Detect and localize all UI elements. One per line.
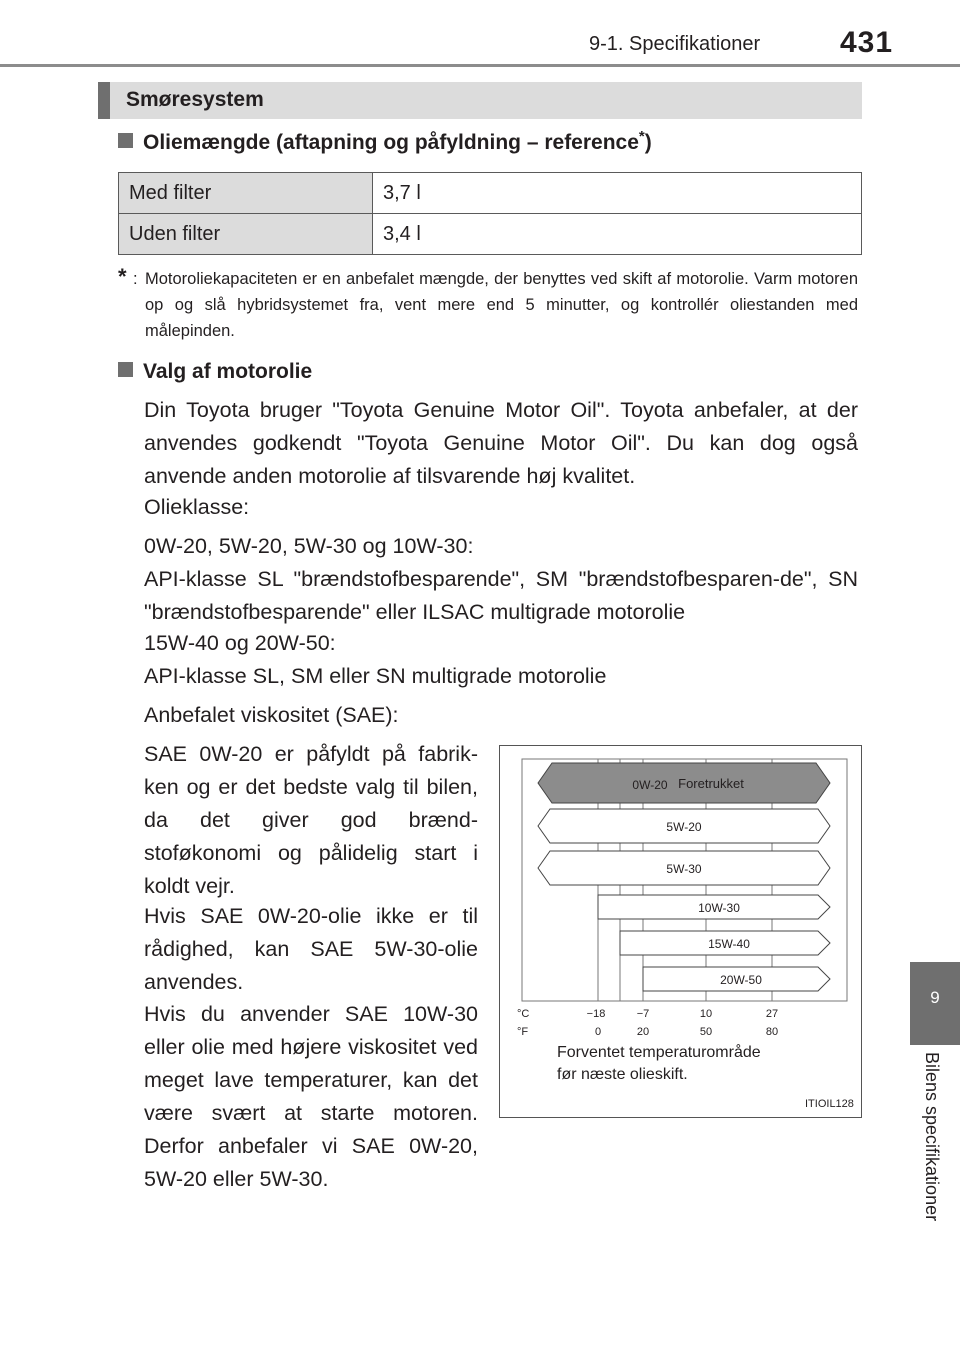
table-row (119, 173, 862, 214)
chart-caption (557, 1042, 761, 1086)
oil-capacity-heading (118, 128, 652, 155)
header-rule (0, 64, 960, 67)
illustration-code: ITIOIL128 (805, 1098, 854, 1110)
table-cell-label: Med filter (119, 173, 373, 214)
table-cell-label: Uden filter (119, 214, 373, 255)
tick-label-f: 50 (699, 1026, 713, 1038)
chapter-tab-number: 9 (930, 988, 940, 1007)
chart-caption-line: Forventet temperaturområde (557, 1044, 761, 1061)
chapter-title: 9-1. Specifikationer (589, 33, 761, 55)
tick-label-c: −18 (586, 1008, 606, 1020)
bar-label-preferred: Foretrukket (678, 776, 744, 791)
chart-caption-line: før næste olieskift. (557, 1066, 688, 1083)
group1-spec: API-klasse SL "brændstofbesparende", SM "brændstofbesparen-de", SN "brændstofbesparende" eller ILSAC multigrade motorolie (144, 567, 858, 624)
footnote-asterisk: * (118, 264, 127, 289)
viscosity-para-3: Hvis du anvender SAE 10W-30 eller olie med højere viskositet ved meget lave temperaturer, kan det være svært at starte motoren. Derfor anbefaler vi SAE 0W-20, 5W-20 eller 5W-30. (144, 1002, 478, 1191)
bar-label-0w-20: 0W-20 (632, 778, 668, 792)
viscosity-label: Anbefalet viskositet (SAE): (144, 703, 399, 727)
viscosity-para-2: Hvis SAE 0W-20-olie ikke er til rådighed, kan SAE 5W-30-olie anvendes. (144, 904, 478, 994)
tick-label-f: 0 (594, 1026, 602, 1038)
bar-label-20w-50: 20W-50 (720, 973, 762, 987)
tick-label-f: 20 (636, 1026, 650, 1038)
group1-grades: 0W-20, 5W-20, 5W-30 og 10W-30: (144, 534, 474, 558)
page-number: 431 (840, 26, 894, 59)
heading-asterisk: * (638, 128, 645, 145)
table-row (119, 214, 862, 255)
bar-label-10w-30: 10W-30 (698, 901, 740, 915)
chapter-tab-label-text: Bilens specifikationer (922, 1052, 942, 1222)
oil-capacity-heading-text: Oliemængde (aftapning og påfyldning – reference (143, 131, 639, 154)
group2-spec: API-klasse SL, SM eller SN multigrade motorolie (144, 664, 607, 688)
axis-unit-celsius: °C (517, 1008, 530, 1020)
heading-close: ) (644, 131, 652, 154)
footnote-text: Motoroliekapaciteten er en anbefalet mængde, der benyttes ved skift af motorolie. Varm motoren op og slå hybridsystemet fra, vent mere end 5 minutter, og kontrollér oliestanden med målepinden. (145, 270, 858, 340)
tick-label-c: 10 (699, 1008, 713, 1020)
bullet-square-icon (118, 133, 133, 148)
footnote-colon: : (133, 270, 138, 288)
bullet-square-icon (118, 362, 133, 377)
footnote (118, 266, 858, 344)
tick-label-c: −7 (636, 1008, 650, 1020)
section-header (98, 82, 862, 119)
section-title: Smøresystem (126, 88, 264, 111)
viscosity-chart (499, 745, 862, 1118)
oil-selection-heading (118, 360, 312, 384)
oil-capacity-table (118, 172, 862, 255)
bar-label-5w-30: 5W-30 (666, 862, 702, 876)
chapter-tab-label (921, 1052, 943, 1252)
viscosity-para-1: SAE 0W-20 er påfyldt på fabrik-ken og er det bedste valg til bilen, da det giver god brænd-stoføkonomi og pålidelig start i koldt vejr. (144, 742, 478, 898)
group2-grades: 15W-40 og 20W-50: (144, 631, 336, 655)
oil-selection-heading-text: Valg af motorolie (143, 360, 313, 383)
oil-class-label: Olieklasse: (144, 495, 250, 519)
bar-label-15w-40: 15W-40 (708, 937, 750, 951)
tick-label-f: 80 (765, 1026, 779, 1038)
table-cell-value: 3,7 l (373, 173, 862, 214)
axis-unit-fahrenheit: °F (517, 1026, 529, 1038)
oil-intro: Din Toyota bruger "Toyota Genuine Motor Oil". Toyota anbefaler, at der anvendes godkendt "Toyota Genuine Motor Oil". Du kan dog også anvende anden motorolie af tilsvarende høj kvalitet. (144, 398, 858, 488)
table-cell-value: 3,4 l (373, 214, 862, 255)
bar-label-5w-20: 5W-20 (666, 820, 702, 834)
tick-label-c: 27 (765, 1008, 779, 1020)
